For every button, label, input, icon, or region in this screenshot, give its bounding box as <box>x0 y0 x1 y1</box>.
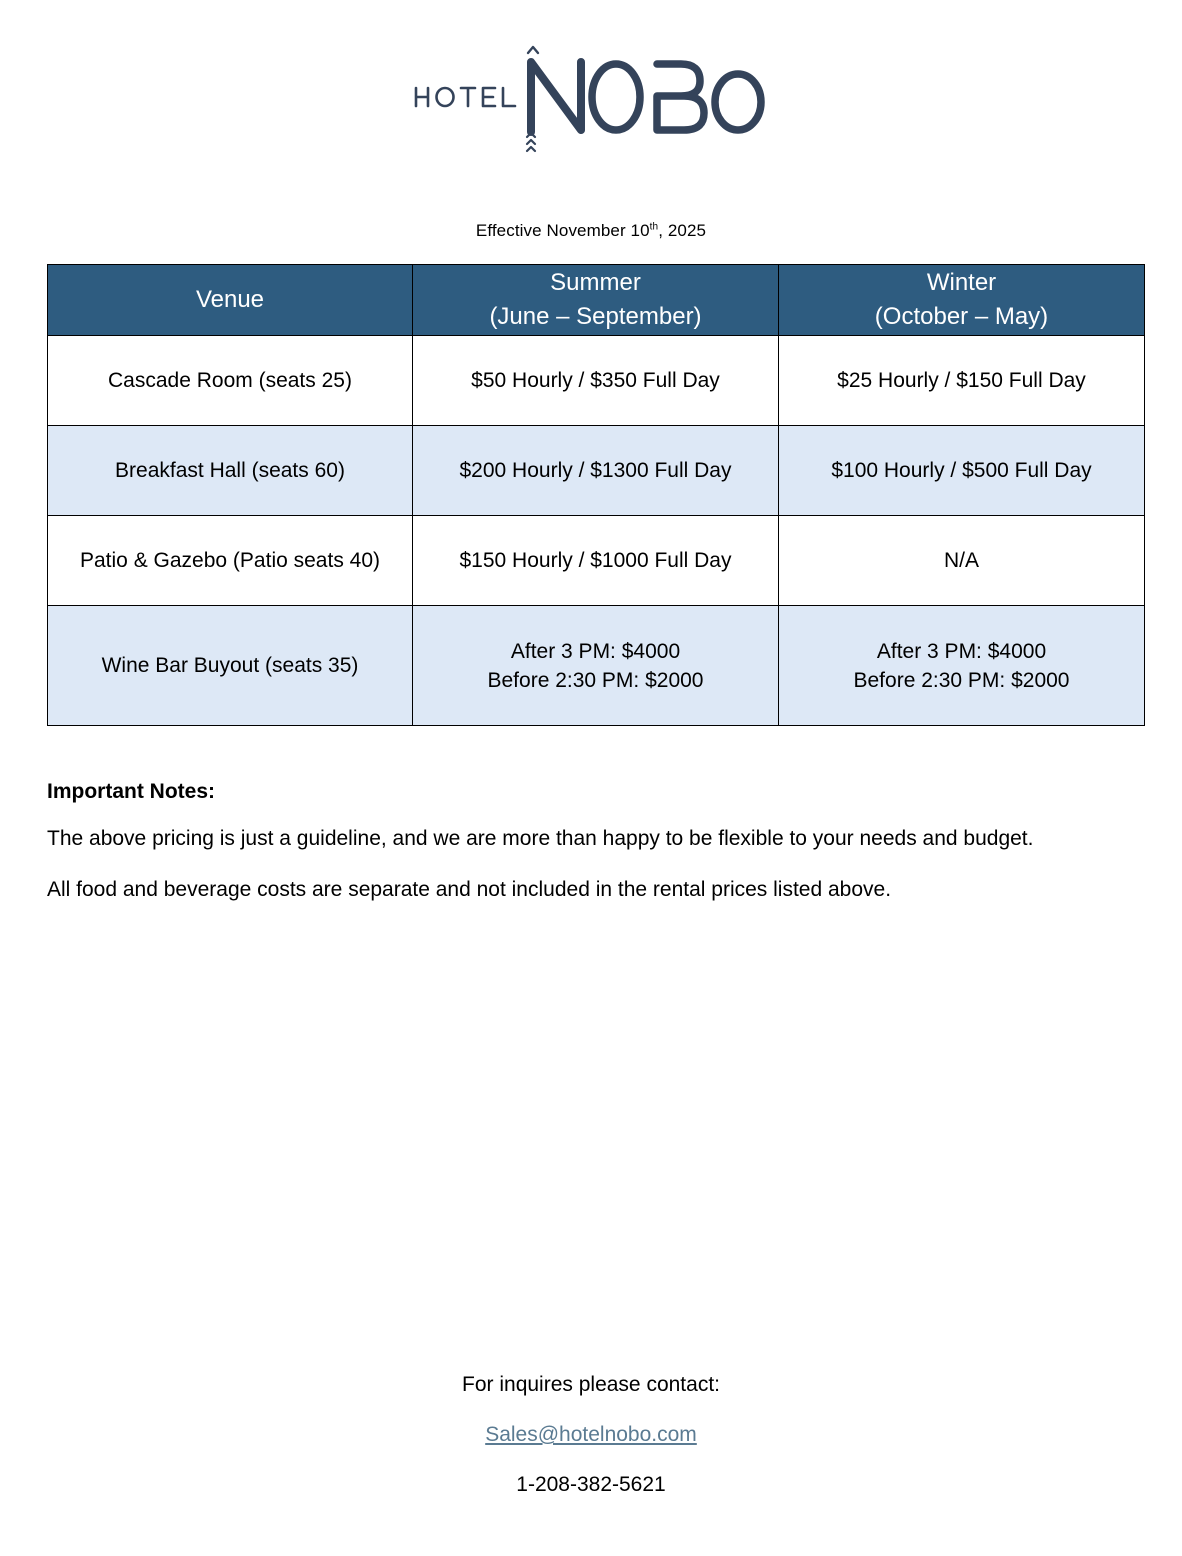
header-summer-title: Summer <box>550 269 641 296</box>
venue-cell: Breakfast Hall (seats 60) <box>48 426 413 516</box>
summer-price-cell: $150 Hourly / $1000 Full Day <box>413 516 779 606</box>
venue-cell: Patio & Gazebo (Patio seats 40) <box>48 516 413 606</box>
venue-cell: Cascade Room (seats 25) <box>48 336 413 426</box>
pricing-table <box>47 264 1145 726</box>
contact-email-link[interactable]: Sales@hotelnobo.com <box>485 1423 697 1446</box>
summer-price-cell <box>413 606 779 726</box>
effective-date-ordinal: th <box>649 221 659 233</box>
winter-price-cell: $25 Hourly / $150 Full Day <box>779 336 1145 426</box>
contact-phone: 1-208-382-5621 <box>516 1473 666 1496</box>
contact-section <box>0 1371 1182 1521</box>
table-row <box>48 426 1145 516</box>
summer-price-cell: $50 Hourly / $350 Full Day <box>413 336 779 426</box>
contact-label: For inquires please contact: <box>462 1373 720 1396</box>
header-winter <box>779 265 1145 336</box>
header-venue <box>48 265 413 336</box>
venue-cell: Wine Bar Buyout (seats 35) <box>48 606 413 726</box>
header-summer <box>413 265 779 336</box>
price-line: After 3 PM: $4000 <box>876 639 1047 663</box>
header-venue-label: Venue <box>195 286 265 313</box>
header-summer-months: (June – September) <box>489 303 702 330</box>
notes-paragraph: The above pricing is just a guideline, and we are more than happy to be flexible to your needs and budget. <box>47 827 1034 850</box>
effective-date-year: , 2025 <box>658 221 707 240</box>
table-row <box>48 606 1145 726</box>
important-notes <box>47 778 1137 924</box>
price-line: Before 2:30 PM: $2000 <box>487 668 704 692</box>
table-row <box>48 516 1145 606</box>
table-row <box>48 336 1145 426</box>
winter-price-cell: $100 Hourly / $500 Full Day <box>779 426 1145 516</box>
effective-date-text: Effective November 10 <box>475 221 650 240</box>
header-winter-title: Winter <box>926 269 997 296</box>
price-line: Before 2:30 PM: $2000 <box>853 668 1070 692</box>
winter-price-cell <box>779 606 1145 726</box>
table-header-row <box>48 265 1145 336</box>
price-line: After 3 PM: $4000 <box>510 639 681 663</box>
notes-title: Important Notes: <box>47 780 215 803</box>
header-winter-months: (October – May) <box>874 303 1049 330</box>
hotel-nobo-logo <box>0 40 1182 160</box>
winter-price-cell: N/A <box>779 516 1145 606</box>
notes-paragraph: All food and beverage costs are separate and not included in the rental prices listed above. <box>47 878 892 901</box>
contact-email-row <box>0 1421 1182 1449</box>
summer-price-cell: $200 Hourly / $1300 Full Day <box>413 426 779 516</box>
logo-mark <box>411 40 771 155</box>
effective-date <box>0 221 1182 241</box>
